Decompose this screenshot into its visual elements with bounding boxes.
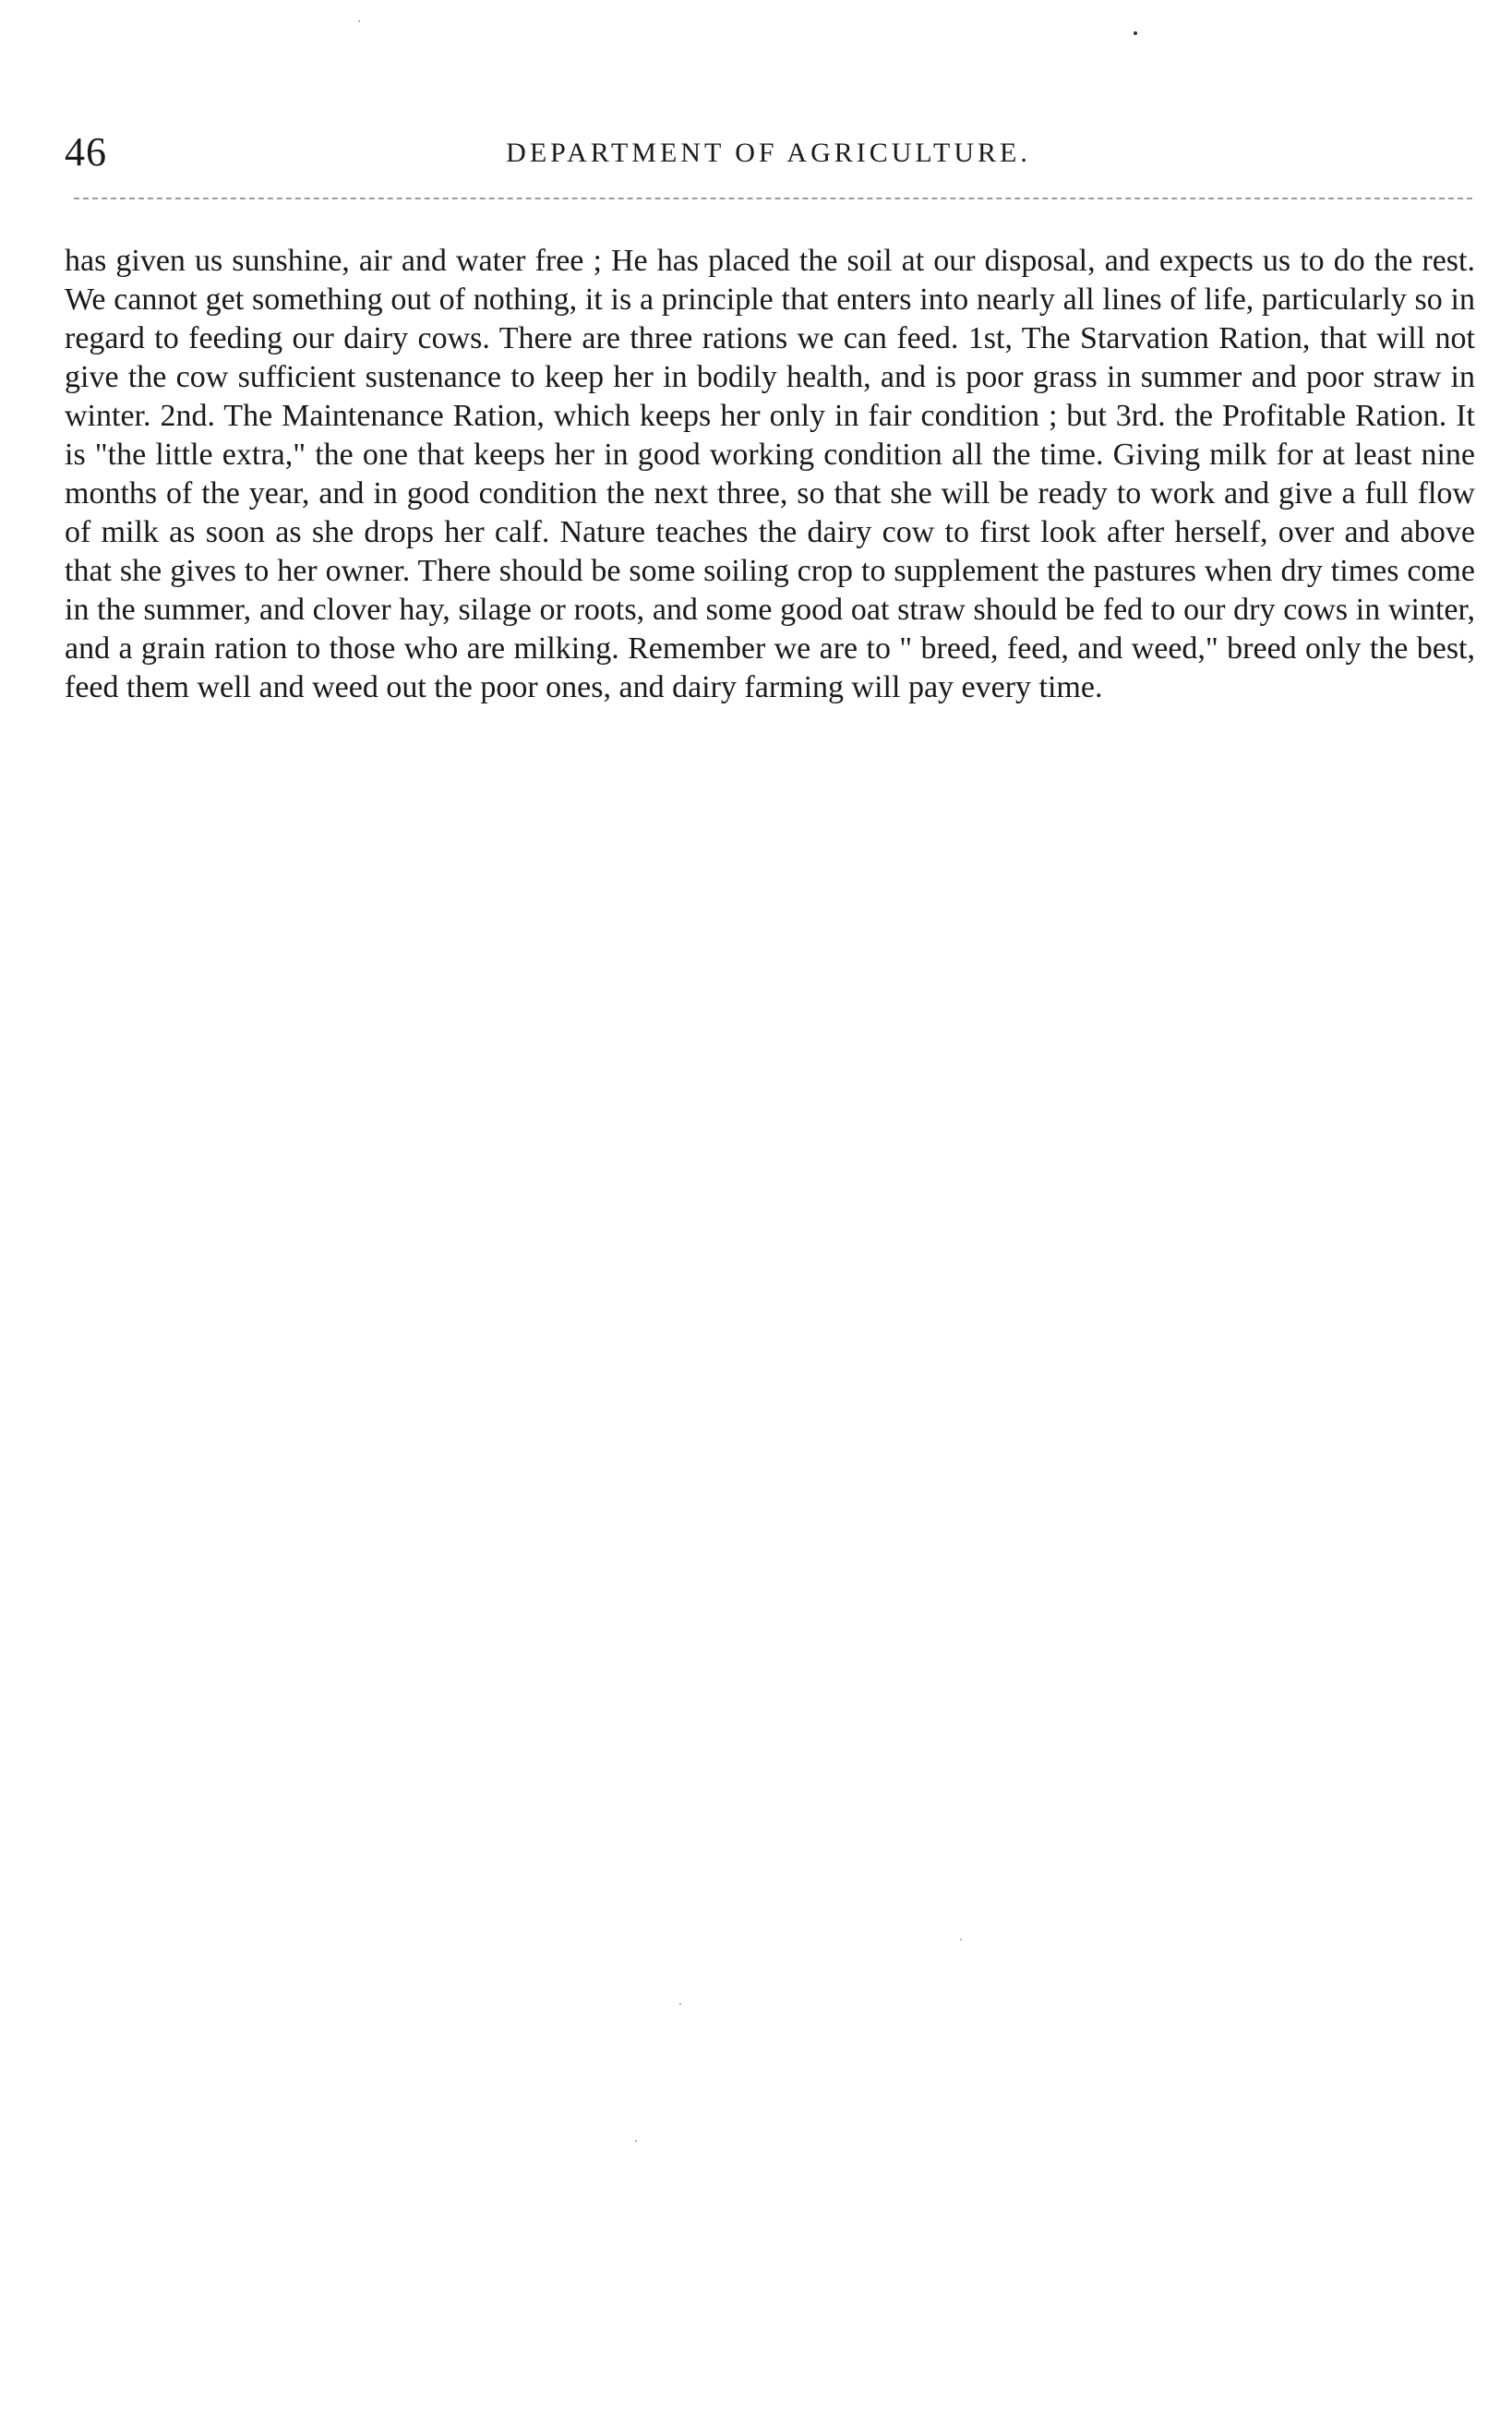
- print-speck: [679, 2003, 681, 2005]
- page-number: 46: [65, 129, 107, 174]
- print-speck: [960, 1939, 962, 1940]
- print-speck: [358, 20, 360, 22]
- body-paragraph: has given us sunshine, air and water free ; He has placed the soil at our disposal, and expects us to do the rest. We cannot get something out of nothing, it is a principle that enters into nearly all lines of life, particularly so in regard to feeding our dairy cows. There are three rations we can feed. 1st, The Starvation Ration, that will not give the cow sufficient sustenance to keep her in bodily health, and is poor grass in summer and poor straw in winter. 2nd. The Maintenance Ration, which keeps her only in fair condition ; but 3rd. the Profitable Ration. It is "the little extra," the one that keeps her in good working condition all the time. Giving milk for at least nine months of the year, and in good condition the next three, so that she will be ready to work and give a full flow of milk as soon as she drops her calf. Nature teaches the dairy cow to first look after herself, over and above that she gives to her owner. There should be some soiling crop to supplement the pastures when dry times come in the summer, and clover hay, silage or roots, and some good oat straw should be fed to our dry cows in winter, and a grain ration to those who are milking. Remember we are to " breed, feed, and weed," breed only the best, feed them well and weed out the poor ones, and dairy farming will pay every time.: [65, 244, 1475, 704]
- print-speck: [635, 2140, 637, 2142]
- running-head: [65, 129, 1472, 175]
- header-rule: [74, 198, 1472, 199]
- running-title: DEPARTMENT OF AGRICULTURE.: [506, 138, 1031, 168]
- print-speck: [1134, 31, 1137, 35]
